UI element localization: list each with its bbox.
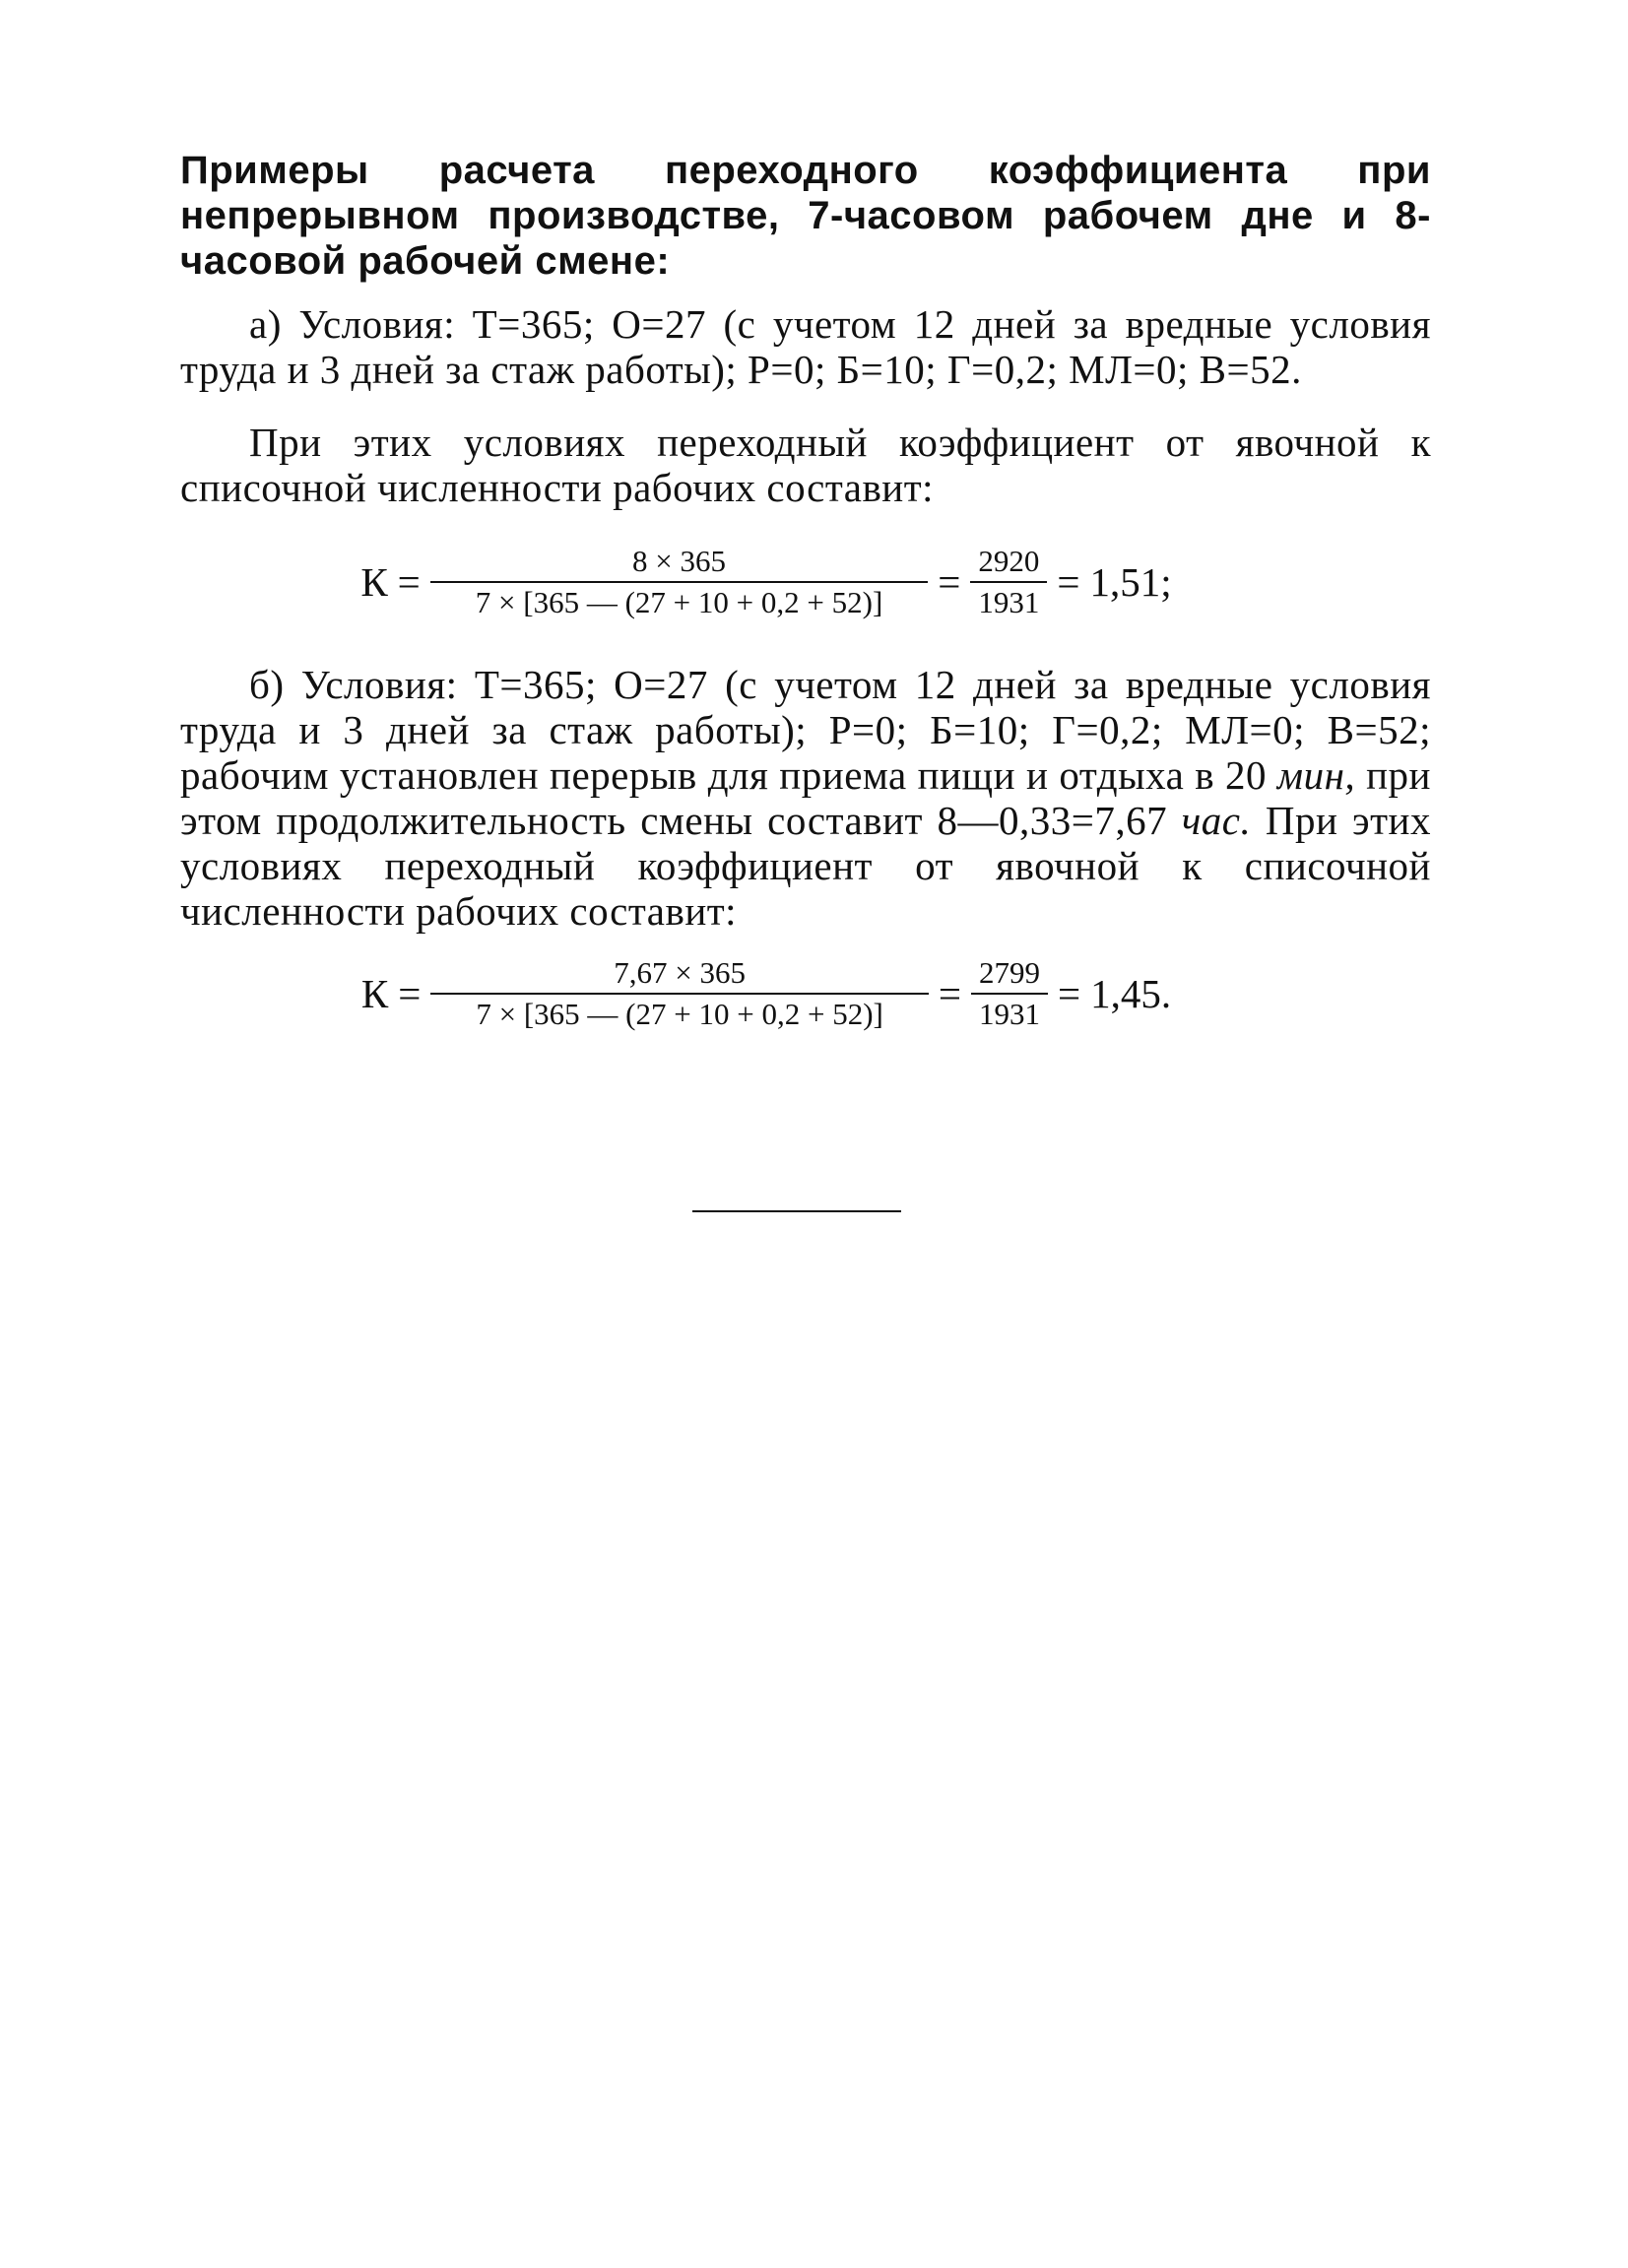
formula-b-simplified-numerator: 2799 [978,955,1040,990]
formula-b-equals-2: = [938,971,961,1016]
formula-a-lhs: К [360,559,388,605]
section-heading: Примеры расчета переходного коэффициента при непрерывном производстве, 7-часовом рабочем дне и 8-часовой рабочей смене: [180,149,1431,283]
example-a-intro: При этих условиях переходный коэффициент от явочной к списочной численности рабочих составит: [180,420,1431,510]
formula-a-result: 1,51; [1089,559,1172,605]
formula-a [249,544,1283,620]
example-b-conditions [180,662,1431,934]
document-page [180,148,1431,1032]
formula-b-lhs: К [360,971,389,1016]
example-b-text-2: при этом продолжительность смены составит 8—0,33=7,67 [180,752,1431,843]
formula-a-simplified-fraction [970,544,1047,620]
formula-b-numerator: 7,67 × 365 [614,955,746,990]
formula-a-denominator: 7 × [365 — (27 + 10 + 0,2 + 52)] [430,581,928,620]
formula-a-equals-2: = [938,559,961,605]
formula-b-result: 1,45. [1090,971,1172,1016]
formula-b [249,955,1283,1032]
formula-a-main-fraction [430,544,928,620]
example-b-unit-min: мин, [1276,752,1356,798]
example-b-unit-hour: час. [1181,798,1252,843]
formula-a-equals: = [397,559,421,605]
formula-a-simplified-denominator: 1931 [970,581,1047,620]
formula-a-equals-3: = [1057,559,1080,605]
example-b-text-1: б) Условия: Т=365; О=27 (с учетом 12 дней за вредные условия труда и 3 дней за стаж работы); Р=0; Б=10; Г=0,2; МЛ=0; В=52; рабочим установлен перерыв для приема пищи и отдыха в 20 [180,662,1431,798]
example-a-conditions: а) Условия: Т=365; О=27 (с учетом 12 дней за вредные условия труда и 3 дней за стаж работы); Р=0; Б=10; Г=0,2; МЛ=0; В=52. [180,301,1431,392]
formula-b-simplified-fraction [971,955,1048,1032]
formula-b-simplified-denominator: 1931 [971,993,1048,1032]
formula-b-denominator: 7 × [365 — (27 + 10 + 0,2 + 52)] [430,993,928,1032]
formula-b-equals: = [398,971,422,1016]
end-rule-divider [692,1210,901,1212]
formula-a-numerator: 8 × 365 [632,544,727,578]
example-b-text-3: При этих условиях переходный коэффициент от явочной к списочной численности рабочих составит: [180,798,1431,934]
formula-b-equals-3: = [1057,971,1081,1016]
formula-a-simplified-numerator: 2920 [978,544,1040,578]
formula-b-main-fraction [430,955,928,1032]
